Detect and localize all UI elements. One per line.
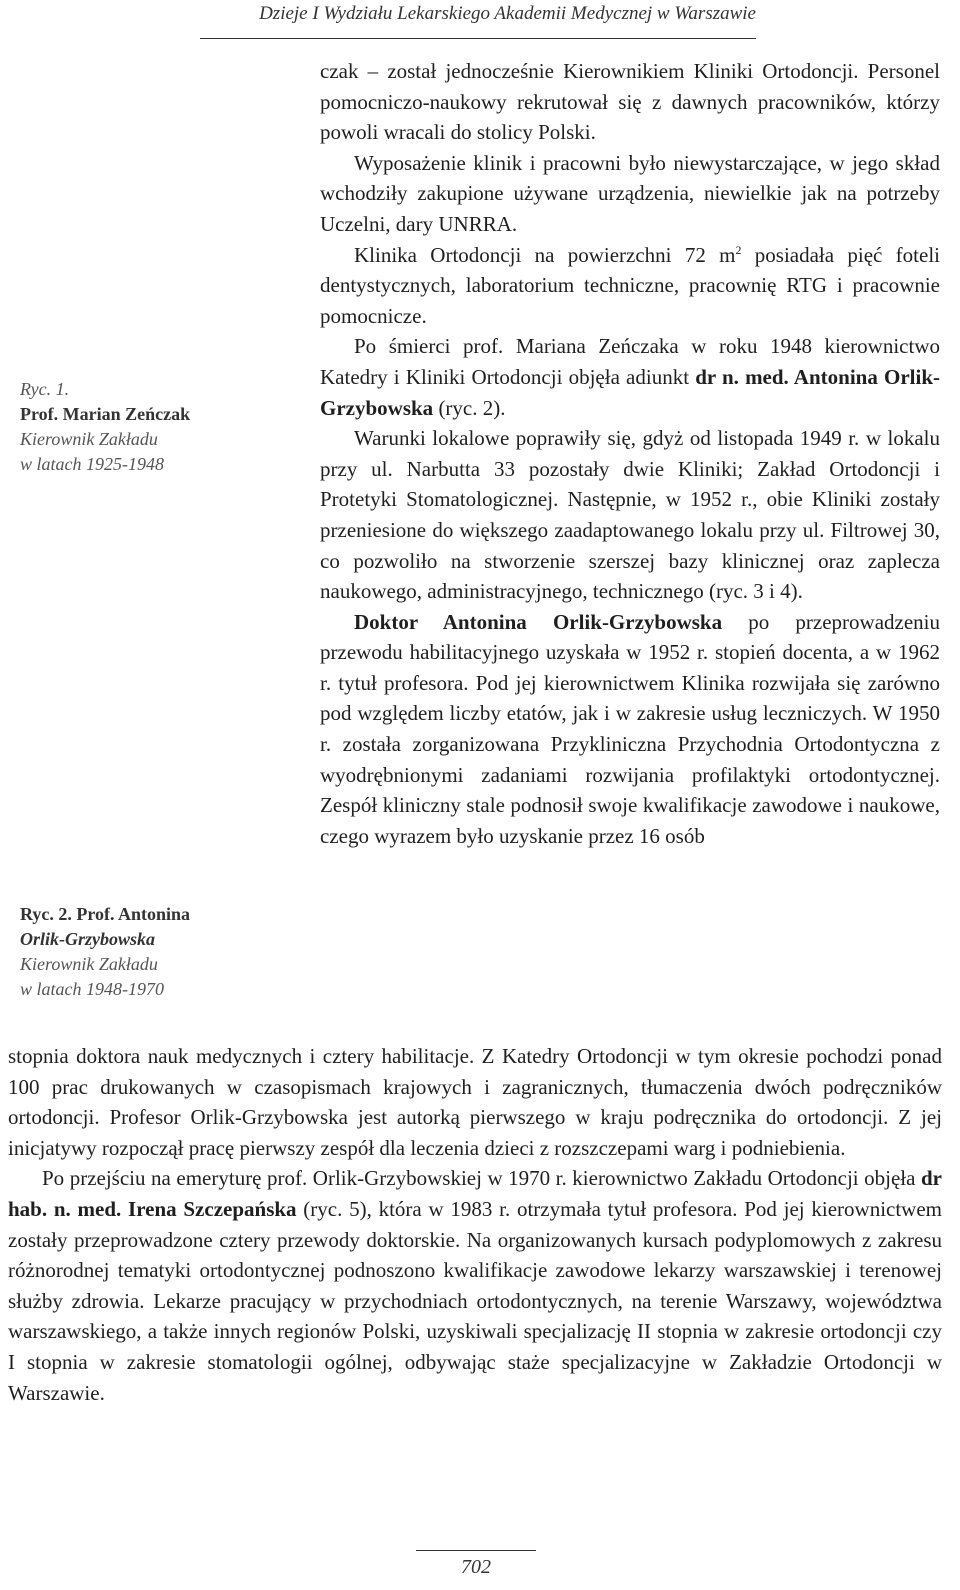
caption-name: Orlik-Grzybowska xyxy=(20,929,156,949)
person-name: dr hab. n. med. Irena Szczepańska xyxy=(8,1166,942,1221)
figure-caption-2 xyxy=(20,902,300,1002)
caption-label: Ryc. 2. Prof. Antonina xyxy=(20,904,191,924)
paragraph: czak – został jednocześnie Kierownikiem Kliniki Ortodoncji. Personel pomocniczo-naukowy rekrutował się z dawnych pracowników, którzy powoli wracali do stolicy Polski. xyxy=(320,59,940,145)
body-column xyxy=(320,56,940,851)
caption-years: w latach 1948-1970 xyxy=(20,979,164,999)
paragraph: Doktor Antonina Orlik-Grzybowska po przeprowadzeniu przewodu habilitacyjnego uzyskała w 1952 r. stopień docenta, a w 1962 r. tytuł profesora. Pod jej kierownictwem Klinika rozwijała się zarówno pod względem liczby etatów, jak i w zakresie usług leczniczych. W 1950 r. została zorganizowana Przykliniczna Przychodnia Ortodontyczna z wyodrębnionymi zadaniami rozwijania profilaktyki ortodontycznej. Zespół kliniczny stale podnosił swoje kwalifikacje zawodowe i naukowe, czego wyrazem było uzyskanie przez 16 osób xyxy=(320,609,940,848)
running-title: Dzieje I Wydziału Lekarskiego Akademii Medycznej w Warszawie xyxy=(259,3,756,24)
paragraph: Wyposażenie klinik i pracowni było niewystarczające, w jego skład wchodziły zakupione używane urządzenia, niewielkie jak na potrzeby Uczelni, dary UNRRA. xyxy=(320,150,940,236)
caption-label: Ryc. 1. xyxy=(20,379,70,399)
page-number: 702 xyxy=(461,1556,491,1578)
paragraph: Po przejściu na emeryturę prof. Orlik-Grzybowskiej w 1970 r. kierownictwo Zakładu Ortodoncji objęła dr hab. n. med. Irena Szczepańska (ryc. 5), która w 1983 r. otrzymała tytuł profesora. Pod jej kierownictwem zostały przeprowadzone cztery przewody doktorskie. Na organizowanych kursach podyplomowych z zakresu różnorodnej tematyki ortodontycznej podnoszono kwalifikacje zawodowe lekarzy warszawskiej i terenowej służby zdrowia. Lekarze pracujący w przychodniach ortodontycznych, na terenie Warszawy, województwa warszawskiego, a także innych regionów Polski, uzyskiwali specjalizację II stopnia w zakresie ortodoncji czy I stopnia w zakresie stomatologii ogólnej, odbywając staże specjalizacyjne w Zakładzie Ortodoncji w Warszawie. xyxy=(8,1166,943,1405)
footer-rule xyxy=(416,1550,536,1551)
person-name: dr n. med. Antonina Orlik-Grzybowska xyxy=(320,364,940,420)
caption-name: Prof. Marian Zeńczak xyxy=(20,404,191,424)
person-name: Doktor Antonina Orlik-Grzybowska xyxy=(354,609,723,634)
caption-years: w latach 1925-1948 xyxy=(20,454,164,474)
figure-caption-1 xyxy=(20,377,300,477)
paragraph: Po śmierci prof. Mariana Zeńczaka w roku 1948 kierownictwo Katedry i Kliniki Ortodoncji objęła adiunkt dr n. med. Antonina Orlik-Grzybowska (ryc. 2). xyxy=(320,334,940,420)
paragraph: Klinika Ortodoncji na powierzchni 72 $m^2$ posiadała pięć foteli dentystycznych, laboratorium techniczne, pracownię RTG i pracownie pomocnicze. xyxy=(320,242,940,328)
caption-role: Kierownik Zakładu xyxy=(20,429,158,449)
running-header xyxy=(200,0,756,39)
caption-role: Kierownik Zakładu xyxy=(20,954,158,974)
body-full-width xyxy=(8,1041,942,1408)
paragraph: Warunki lokalowe poprawiły się, gdyż od listopada 1949 r. w lokalu przy ul. Narbutta 33 pozostały dwie Kliniki; Zakład Ortodoncji i Protetyki Stomatologicznej. Następnie, w 1952 r., obie Kliniki zostały przeniesione do większego zaadaptowanego lokalu przy ul. Filtrowej 30, co pozwoliło na stworzenie szerszej bazy klinicznej oraz zaplecza naukowego, administracyjnego, technicznego (ryc. 3 i 4). xyxy=(320,426,940,604)
paragraph: stopnia doktora nauk medycznych i cztery habilitacje. Z Katedry Ortodoncji w tym okresie pochodzi ponad 100 prac drukowanych w czasopismach krajowych i zagranicznych, tłumaczenia dwóch podręczników ortodoncji. Profesor Orlik-Grzybowska jest autorką pierwszego w kraju podręcznika do ortodoncji. Z jej inicjatywy rozpoczął pracę pierwszy zespół dla leczenia dzieci z rozszczepami warg i podniebienia. xyxy=(8,1044,942,1160)
